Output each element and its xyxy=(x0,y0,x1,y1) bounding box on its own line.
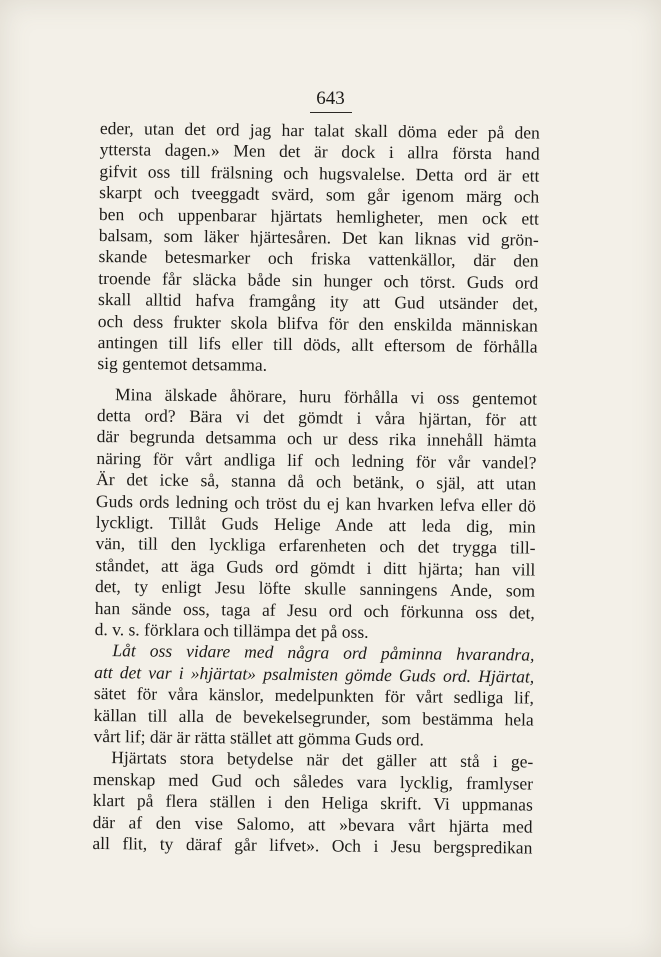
text-line: sig gentemot detsamma. xyxy=(97,353,268,376)
text-line: ståndet, att äga Guds ord gömdt i ditt hjärta; han vill xyxy=(95,554,536,580)
text-line: sätet för våra känslor, medelpunkten för vårt sedliga lif, xyxy=(93,683,535,708)
text-line: troende får släcka både sin hunger och törst. Guds ord xyxy=(98,267,539,293)
text-line: skarpt och tveeggadt svärd, som går igenom märg och xyxy=(99,182,540,207)
text-line: Guds ords ledning och tröst du ej kan hvarken lefva eller dö xyxy=(95,490,537,516)
text-line: näring för vårt andliga lif och ledning för vår vandel? xyxy=(96,447,537,473)
text-line: Låt oss vidare med några ord påminna hvarandra, xyxy=(112,640,535,665)
text-line: det, ty enligt Jesu löfte skulle sanningens Ande, som xyxy=(94,576,536,601)
text-line: eder, utan det ord jag har talat skall döma eder på den xyxy=(99,118,540,143)
text-line: skande betesmarker och friska vattenkällor, där den xyxy=(98,246,539,271)
text-line: källan till alla de bevekelsegrunder, som bestämma hela xyxy=(93,704,534,730)
text-line: Är det icke så, stanna då och betänk, o själ, att utan xyxy=(96,469,537,494)
text-line: att det var i »hjärtat» psalmisten gömde Guds ord. Hjärtat, xyxy=(94,661,535,687)
text-line: all flit, ty däraf går lifvet». Och i Jesu bergspredikan xyxy=(92,832,533,858)
text-line: d. v. s. förklara och tillämpa det på oss. xyxy=(94,618,369,642)
text-line: gifvit oss till frälsning och hugsvalelse. Detta ord är ett xyxy=(99,160,540,186)
text-line: Hjärtats stora betydelse när det gäller att stå i ge- xyxy=(111,747,534,772)
text-line: och dess frukter skola blifva för den enskilda människan xyxy=(97,310,538,336)
text-line: lyckligt. Tillåt Guds Helige Ande att leda dig, min xyxy=(95,512,536,537)
text-line: menskap med Gud och således vara lycklig, framlyser xyxy=(92,768,534,794)
text-line: Mina älskade åhörare, huru förhålla vi oss gentemot xyxy=(115,383,538,409)
page-number: 643 xyxy=(0,88,661,113)
text-line: skall alltid hafva framgång ity att Gud utsänder det, xyxy=(97,289,539,314)
text-line: balsam, som läker hjärtesåren. Det kan liknas vid grön- xyxy=(98,224,539,250)
text-line: klart på flera ställen i den Heliga skrift. Vi uppmanas xyxy=(92,790,533,815)
body-text xyxy=(92,118,540,859)
text-line: han sände oss, taga af Jesu ord och förkunna oss det, xyxy=(94,597,535,623)
text-line: där begrunda detsamma och ur dess rika innehåll hämta xyxy=(96,426,537,452)
text-line: antingen till lifs eller till döds, allt eftersom de förhålla xyxy=(97,331,538,357)
text-line: ben och uppenbarar hjärtats hemligheter, men ock ett xyxy=(98,203,540,229)
text-line: vän, till den lyckliga erfarenheten och det trygga till- xyxy=(95,533,536,559)
text-line: detta ord? Bära vi det gömdt i våra hjärtan, för att xyxy=(96,405,537,430)
text-line: där af den vise Salomo, att »bevara vårt hjärta med xyxy=(92,811,533,837)
text-line: yttersta dagen.» Men det är dock i allra första hand xyxy=(99,139,540,164)
text-line: vårt lif; där är rätta stället att gömma Guds ord. xyxy=(93,725,425,750)
